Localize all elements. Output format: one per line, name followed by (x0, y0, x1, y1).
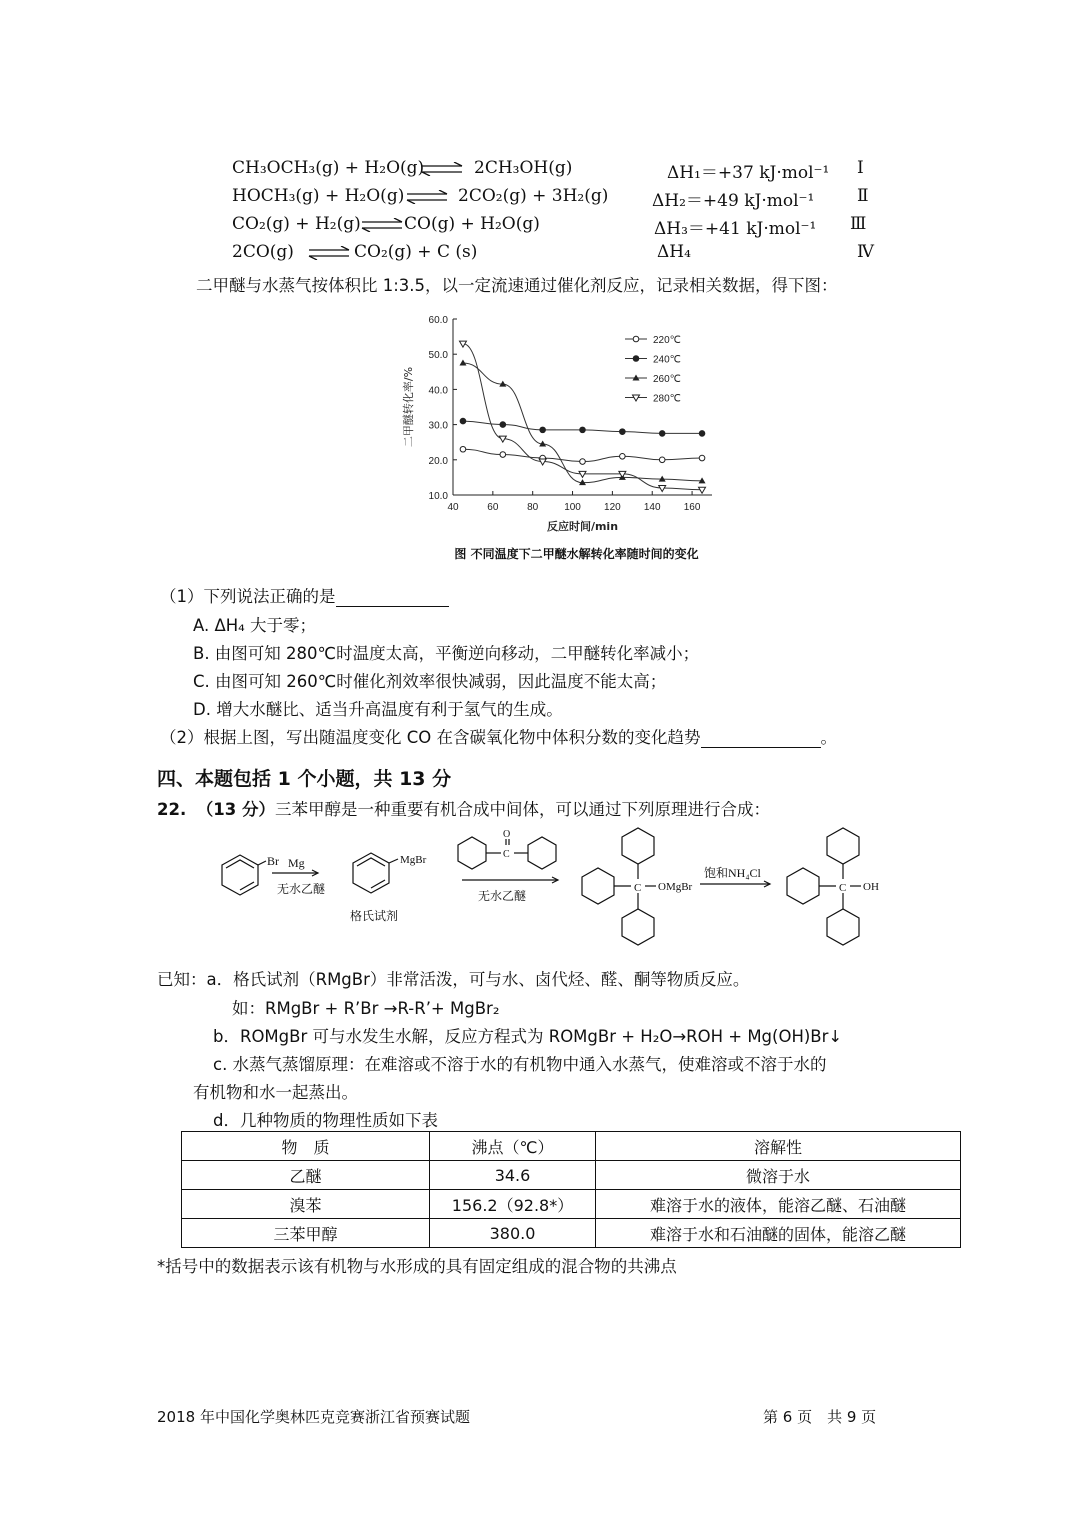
equilibrium-arrow-icon (420, 162, 464, 176)
table-row (182, 1190, 961, 1219)
legend-label: 260℃ (653, 374, 681, 385)
data-point (659, 457, 665, 463)
known-d: d．几种物质的物理性质如下表 (213, 1111, 438, 1130)
synthesis-scheme (190, 825, 910, 955)
data-point (620, 429, 626, 435)
properties-table (181, 1131, 961, 1248)
label-grignard: 格氏试剂 (350, 909, 399, 923)
known-a-example: 如：RMgBr + R’Br →R-R’+ MgBr₂ (232, 999, 500, 1018)
label-c: C (839, 882, 847, 894)
data-point (460, 418, 466, 424)
data-point (580, 427, 586, 433)
data-point (540, 427, 546, 433)
eq-lhs: CO₂(g) + H₂(g) (232, 214, 361, 234)
question-2-end: 。 (820, 728, 837, 747)
eq-number: Ⅰ (857, 158, 864, 178)
y-tick-label: 10.0 (428, 491, 448, 502)
answer-blank[interactable] (701, 731, 821, 748)
data-point (633, 336, 639, 342)
label-nh4cl: 饱和NH₄Cl (704, 866, 761, 880)
benzene-ring-icon (622, 909, 654, 945)
label-omgbr: OMgBr (658, 881, 693, 893)
question-2 (160, 724, 837, 748)
label-c: C (634, 882, 642, 894)
data-point (460, 446, 466, 452)
conversion-chart (390, 305, 720, 570)
table-cell: 难溶于水的液体，能溶乙醚、石油醚 (596, 1190, 961, 1219)
legend-label: 220℃ (653, 335, 681, 346)
y-axis-label: 二甲醚转化率/% (402, 366, 415, 448)
benzene-ring-icon (827, 909, 859, 945)
eq-enthalpy: ΔH₁＝+37 kJ·mol⁻¹ (667, 163, 830, 183)
table-header-row (182, 1132, 961, 1161)
eq-rhs: 2CH₃OH(g) (474, 158, 573, 178)
option-a: A. ΔH₄ 大于零； (193, 616, 317, 635)
option-d: D. 增大水醚比、适当升高温度有利于氢气的生成。 (193, 700, 563, 719)
table-row (182, 1161, 961, 1190)
question-2-stem: （2）根据上图，写出随温度变化 CO 在含碳氧化物中体积分数的变化趋势 (160, 728, 701, 747)
question-1-stem: （1）下列说法正确的是 (160, 587, 336, 606)
equilibrium-arrow-icon (360, 218, 404, 232)
x-tick-label: 100 (564, 502, 581, 513)
eq-number: Ⅳ (857, 242, 874, 262)
legend-label: 280℃ (653, 393, 681, 405)
benzene-ring-icon (353, 853, 389, 893)
eq-enthalpy: ΔH₄ (657, 242, 691, 262)
benzene-ring-icon (528, 837, 556, 869)
table-cell: 微溶于水 (596, 1161, 961, 1190)
equilibrium-arrow-icon (307, 246, 351, 260)
data-point (699, 455, 705, 461)
known-b: b．ROMgBr 可与水发生水解，反应方程式为 ROMgBr + H₂O→ROH + Mg(OH)Br↓ (213, 1027, 843, 1046)
y-tick-label: 60.0 (428, 315, 448, 326)
data-point (459, 360, 466, 366)
question-text: 三苯甲醇是一种重要有机合成中间体，可以通过下列原理进行合成： (274, 800, 770, 819)
section-heading: 四、本题包括 1 个小题，共 13 分 (157, 768, 452, 790)
table-row (182, 1219, 961, 1248)
footer-title: 2018 年中国化学奥林匹克竞赛浙江省预赛试题 (157, 1408, 470, 1426)
eq-enthalpy: ΔH₂＝+49 kJ·mol⁻¹ (652, 191, 815, 211)
label-ketone-c: C (503, 849, 510, 860)
x-tick-label: 160 (683, 502, 701, 513)
label-oh: OH (863, 881, 879, 893)
label-ketone-o: O (503, 829, 511, 840)
eq-number: Ⅲ (850, 214, 867, 234)
benzene-ring-icon (458, 837, 486, 869)
y-tick-label: 50.0 (428, 350, 448, 362)
label-solvent-2: 无水乙醚 (478, 889, 527, 903)
y-tick-label: 20.0 (428, 455, 448, 467)
label-mgbr: MgBr (400, 854, 427, 866)
table-cell: 380.0 (430, 1219, 596, 1248)
table-cell: 难溶于水和石油醚的固体，能溶乙醚 (596, 1219, 961, 1248)
eq-rhs: CO(g) + H₂O(g) (404, 214, 540, 234)
table-header: 物 质 (182, 1132, 430, 1161)
footer-page: 第 6 页 共 9 页 (763, 1408, 877, 1426)
label-br: Br (267, 854, 279, 868)
eq-lhs: CH₃OCH₃(g) + H₂O(g) (232, 158, 425, 178)
footnote: *括号中的数据表示该有机物与水形成的具有固定组成的混合物的共沸点 (157, 1257, 677, 1276)
equilibrium-arrow-icon (405, 190, 449, 204)
known-c-line1: c. 水蒸气蒸馏原理：在难溶或不溶于水的有机物中通入水蒸气，使难溶或不溶于水的 (213, 1055, 827, 1074)
benzene-ring-icon (622, 828, 654, 864)
known-a: 已知：a．格氏试剂（RMgBr）非常活泼，可与水、卤代烃、醛、酮等物质反应。 (157, 970, 750, 989)
table-cell: 三苯甲醇 (182, 1219, 430, 1248)
eq-lhs: HOCH₃(g) + H₂O(g) (232, 186, 405, 206)
data-point (699, 487, 706, 493)
x-tick-label: 80 (527, 502, 539, 513)
option-b: B. 由图可知 280℃时温度太高，平衡逆向移动，二甲醚转化率减小； (193, 644, 700, 663)
legend-label: 240℃ (653, 354, 681, 366)
data-point (659, 431, 665, 437)
x-tick-label: 60 (487, 502, 499, 513)
data-point (633, 356, 639, 362)
label-solvent-1: 无水乙醚 (277, 882, 326, 896)
chart-caption: 图 不同温度下二甲醚水解转化率随时间的变化 (454, 547, 699, 561)
x-axis-label: 反应时间/min (546, 520, 619, 533)
eq-rhs: CO₂(g) + C (s) (354, 242, 478, 262)
intro-text: 二甲醚与水蒸气按体积比 1:3.5，以一定流速通过催化剂反应，记录相关数据，得下图： (196, 276, 838, 295)
question-score: （13 分） (196, 800, 275, 819)
y-tick-label: 30.0 (428, 420, 448, 432)
question-number: 22. (157, 800, 187, 819)
label-mg: Mg (288, 856, 305, 870)
table-cell: 乙醚 (182, 1161, 430, 1190)
eq-rhs: 2CO₂(g) + 3H₂(g) (458, 186, 609, 206)
y-tick-label: 40.0 (428, 385, 448, 397)
answer-blank[interactable] (336, 590, 449, 607)
data-point (500, 422, 506, 428)
data-point (699, 431, 705, 437)
data-point (500, 452, 506, 458)
known-c-line2: 有机物和水一起蒸出。 (193, 1083, 358, 1102)
series-line (463, 344, 702, 490)
question-1 (160, 583, 449, 607)
eq-enthalpy: ΔH₃＝+41 kJ·mol⁻¹ (654, 219, 817, 239)
x-tick-label: 40 (447, 502, 459, 513)
data-point (580, 459, 586, 465)
benzene-ring-icon (582, 868, 614, 904)
table-cell: 156.2（92.8*） (430, 1190, 596, 1219)
option-c: C. 由图可知 260℃时催化剂效率很快减弱，因此温度不能太高； (193, 672, 667, 691)
benzene-ring-icon (827, 828, 859, 864)
eq-lhs: 2CO(g) (232, 242, 294, 262)
table-cell: 溴苯 (182, 1190, 430, 1219)
eq-number: Ⅱ (857, 186, 869, 206)
table-header: 溶解性 (596, 1132, 961, 1161)
benzene-ring-icon (787, 868, 819, 904)
benzene-ring-icon (222, 855, 258, 895)
table-header: 沸点（℃） (430, 1132, 596, 1161)
x-tick-label: 140 (643, 502, 661, 513)
data-point (620, 453, 626, 459)
table-cell: 34.6 (430, 1161, 596, 1190)
x-tick-label: 120 (604, 502, 621, 513)
question-22 (157, 796, 770, 820)
